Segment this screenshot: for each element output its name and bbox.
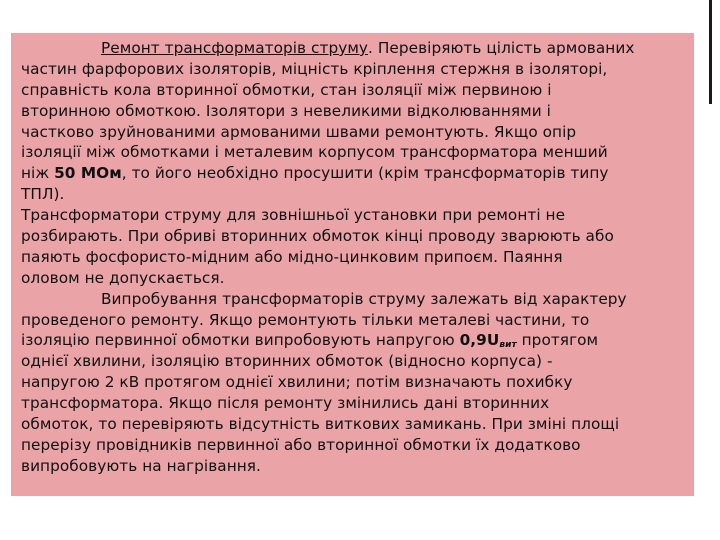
text-line: оловом не допускається. — [21, 268, 225, 287]
text-line: ТПЛ). — [21, 185, 65, 204]
text-span: . Перевіряють цілість армованих — [368, 39, 635, 57]
text-line: обмоток, то перевіряють відсутність виткових замикань. При зміні площі — [21, 415, 620, 434]
text-line — [21, 163, 686, 184]
text-span: протягом — [516, 331, 599, 350]
text-line: Трансформатори струму для зовнішньої установки при ремонті не — [21, 206, 566, 225]
text-line: ізоляції між обмотками і металевим корпусом трансформатора менший — [21, 143, 608, 162]
text-line: трансформатора. Якщо після ремонту змінились дані вторинних — [21, 394, 550, 413]
text-line: проведеного ремонту. Якщо ремонтують тільки металеві частини, то — [21, 310, 590, 329]
resistance-value: 50 МОм — [54, 164, 122, 183]
text-line: розбирають. При обриві вторинних обмоток кінці проводу зварюють або — [21, 227, 614, 246]
slide-edge-bar — [709, 0, 712, 104]
voltage-subscript: вит — [499, 340, 517, 351]
text-line: справність кола вторинної обмотки, стан ізоляції між первиною і — [21, 80, 552, 99]
text-span: ніж — [21, 164, 55, 183]
text-box — [11, 33, 694, 496]
text-line: частково зруйнованими армованими швами ремонтують. Якщо опір — [21, 122, 577, 141]
text-line: напругою 2 кВ протягом однієї хвилини; потім визначають похибку — [21, 373, 573, 392]
text-line: вторинною обмоткою. Ізолятори з невеликими відколюваннями і — [21, 101, 551, 120]
text-line: частин фарфорових ізоляторів, міцність кріплення стержня в ізоляторі, — [21, 59, 608, 78]
text-line: паяють фосфористо-мідним або мідно-цинковим припоєм. Паяння — [21, 247, 563, 266]
section-title: Ремонт трансформаторів струму — [101, 39, 369, 57]
text-line: однієї хвилини, ізоляцію вторинних обмоток (відносно корпуса) - — [21, 352, 553, 371]
text-line: випробовують на нагрівання. — [21, 456, 261, 475]
text-line: перерізу провідників первинної або вторинної обмотки їх додатково — [21, 435, 581, 454]
text-line: Випробування трансформаторів струму залежать від характеру — [101, 289, 627, 308]
text-span: , то його необхідно просушити (крім трансформаторів типу — [121, 164, 609, 183]
text-line — [21, 330, 686, 351]
voltage-value: 0,9U — [459, 331, 500, 350]
text-span: ізоляцію первинної обмотки випробовують напругою — [21, 331, 460, 350]
text-line — [21, 38, 686, 59]
